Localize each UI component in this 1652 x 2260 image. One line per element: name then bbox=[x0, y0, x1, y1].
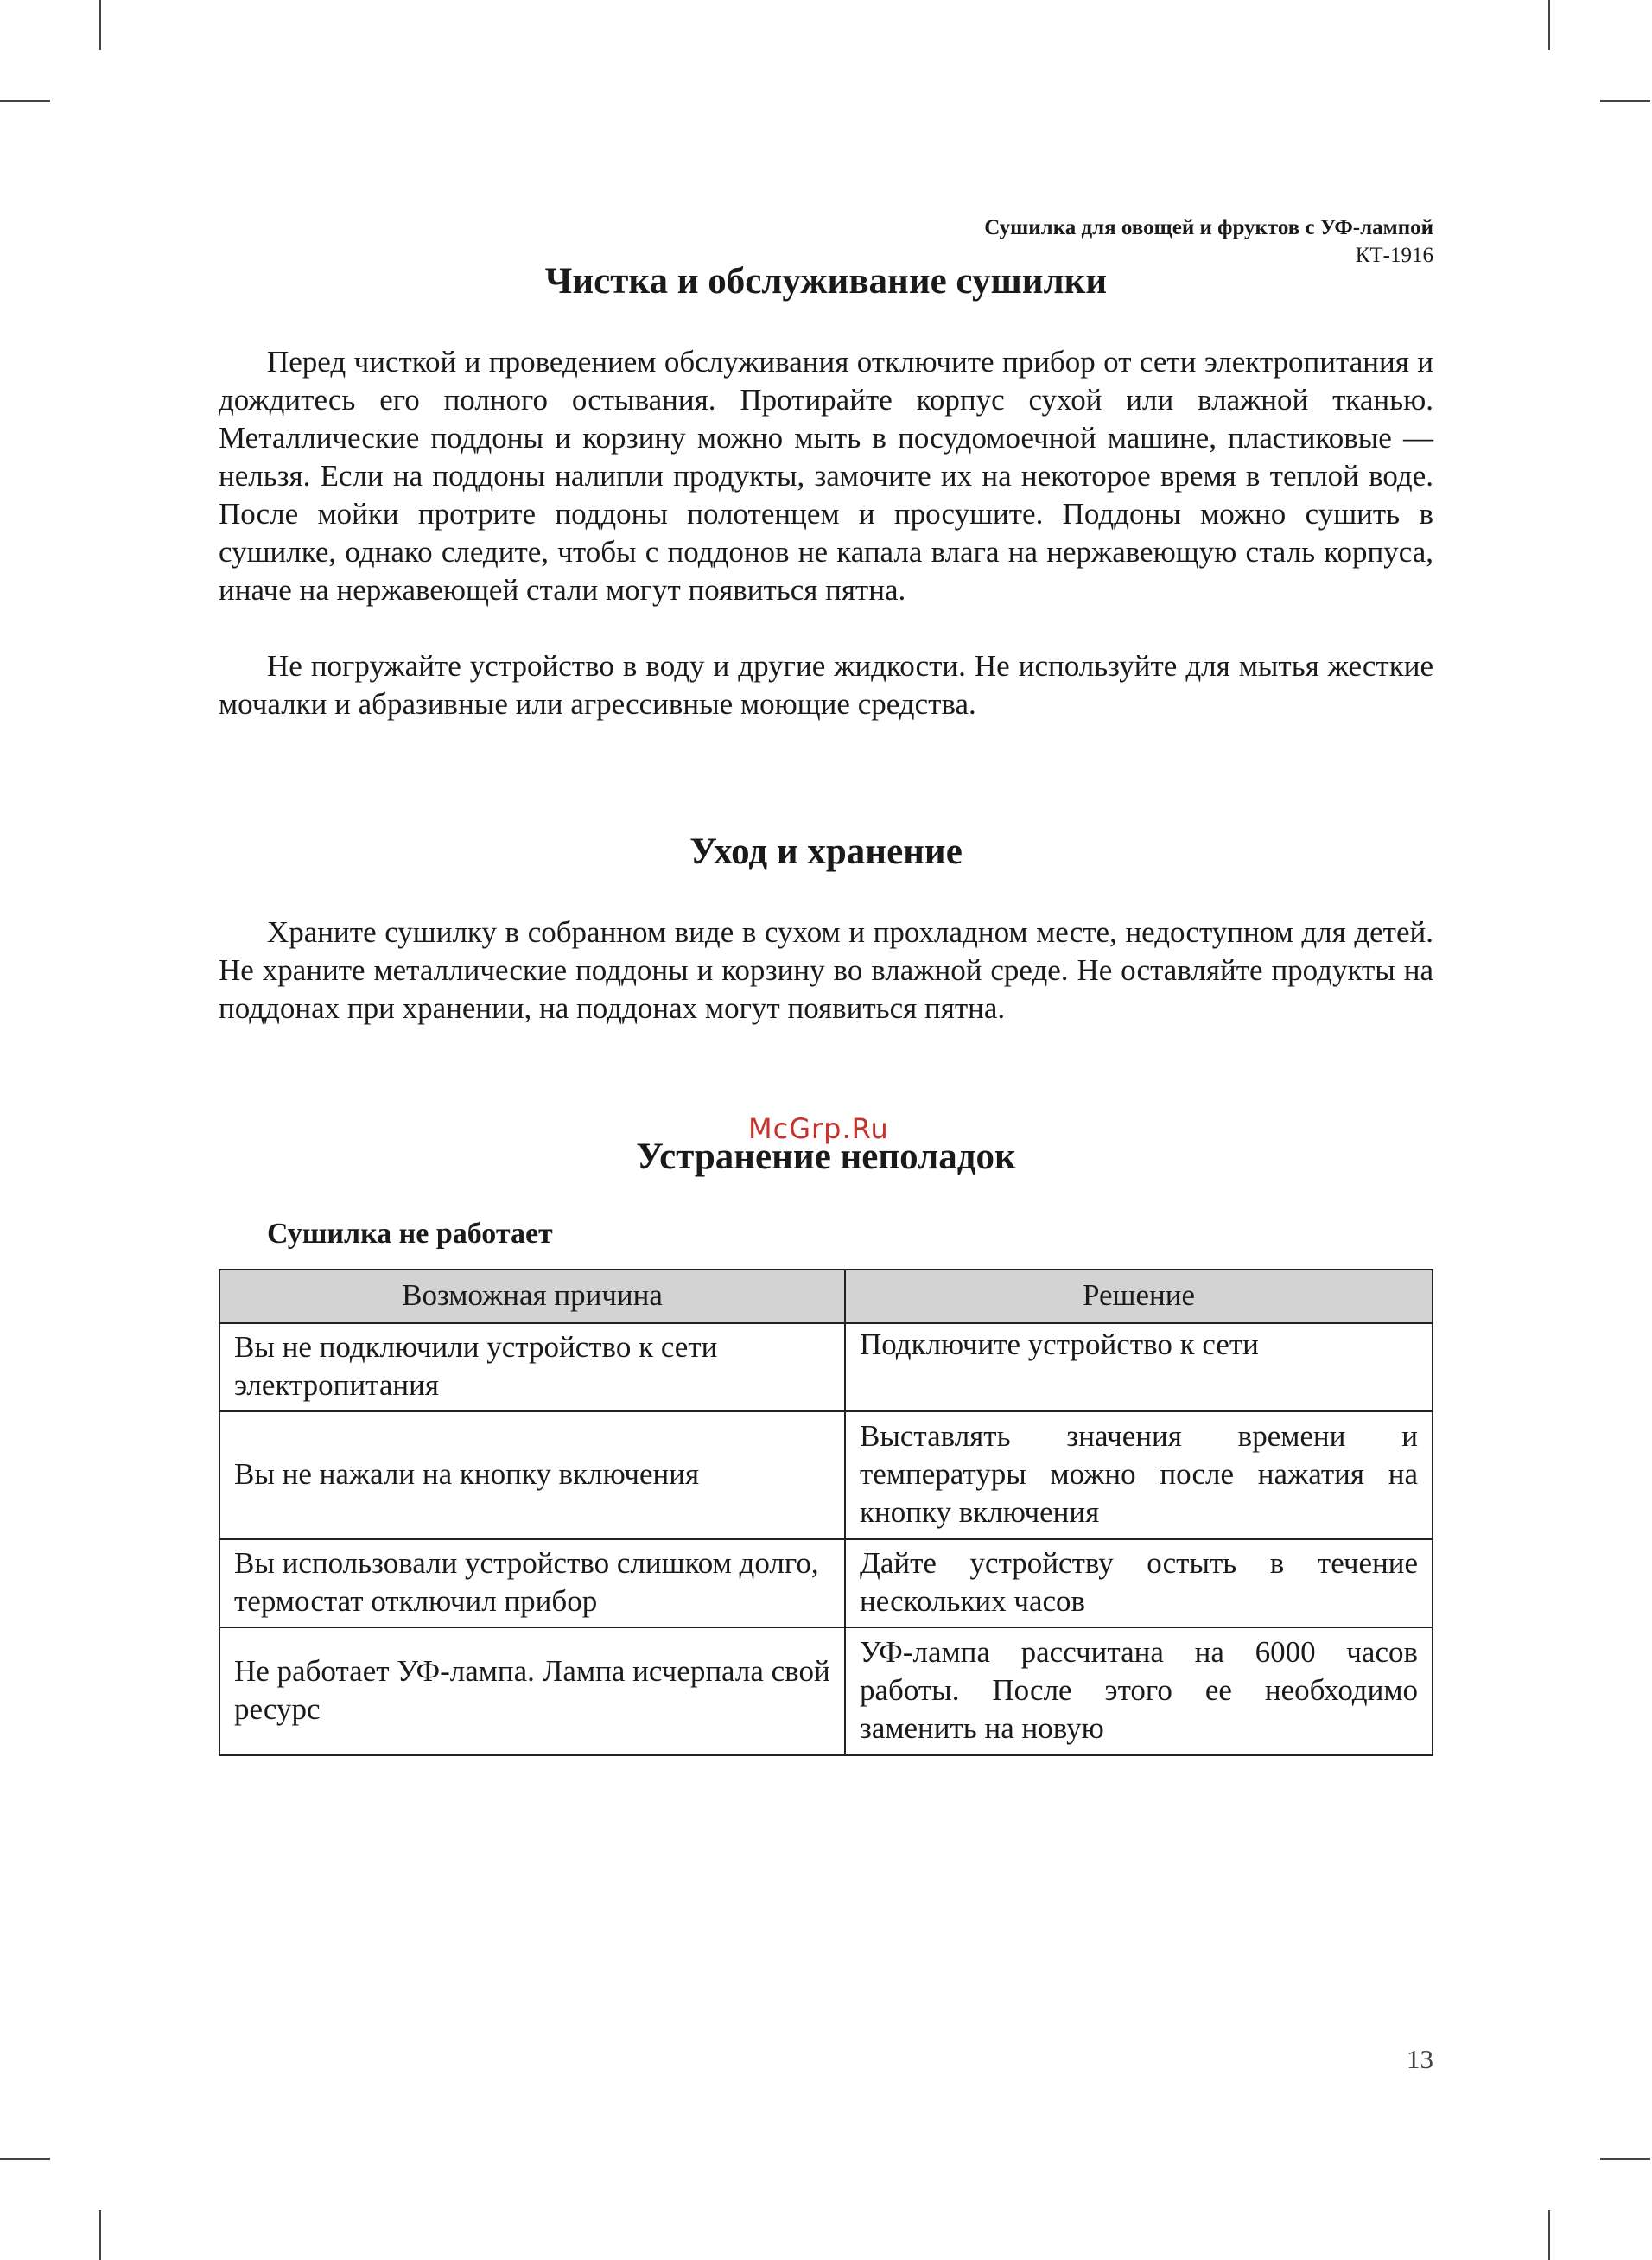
crop-mark-top-left bbox=[99, 0, 101, 50]
crop-mark-top-right bbox=[1548, 0, 1550, 50]
paragraph-storage: Храните сушилку в собранном виде в сухом и прохладном месте, недоступном для детей. Не храните металлические поддоны и корзину во влажной среде. Не оставляйте продукты на поддонах при хранении, на поддонах могут появиться пятна. bbox=[219, 915, 1433, 1025]
solution-cell: УФ-лампа рассчитана на 6000 часов работы. После этого ее необходимо заменить на новую bbox=[845, 1627, 1433, 1755]
table-header-row bbox=[219, 1270, 1433, 1323]
table-row bbox=[219, 1411, 1433, 1539]
crop-mark-right-bottom bbox=[1600, 2158, 1650, 2160]
header-product: Сушилка для овощей и фруктов с УФ-лампой bbox=[984, 216, 1433, 239]
paragraph-cleaning-2: Не погружайте устройство в воду и другие жидкости. Не используйте для мытья жесткие мочалки и абразивные или агрессивные моющие средства. bbox=[219, 649, 1433, 721]
solution-cell: Выставлять значения времени и температуры можно после нажатия на кнопку включения bbox=[845, 1411, 1433, 1539]
section-title-troubleshooting: Устранение неполадок bbox=[636, 1136, 1016, 1177]
crop-mark-right-top bbox=[1600, 100, 1650, 102]
table-row bbox=[219, 1539, 1433, 1627]
crop-mark-bottom-right bbox=[1548, 2210, 1550, 2260]
table-row bbox=[219, 1323, 1433, 1411]
section-title-cleaning: Чистка и обслуживание сушилки bbox=[544, 261, 1108, 302]
page-number: 13 bbox=[1407, 2044, 1433, 2074]
header-solution: Решение bbox=[845, 1270, 1433, 1323]
cause-cell: Вы не подключили устройство к сети электропитания bbox=[219, 1323, 845, 1411]
table-row bbox=[219, 1627, 1433, 1755]
cause-cell: Вы использовали устройство слишком долго, термостат отключил прибор bbox=[219, 1539, 845, 1627]
solution-cell: Дайте устройству остыть в течение нескольких часов bbox=[845, 1539, 1433, 1627]
cause-cell: Вы не нажали на кнопку включения bbox=[219, 1411, 845, 1539]
crop-mark-left-top bbox=[0, 100, 50, 102]
troubleshooting-table bbox=[219, 1269, 1433, 1756]
crop-mark-bottom-left bbox=[99, 2210, 101, 2260]
problem-subtitle: Сушилка не работает bbox=[267, 1218, 553, 1250]
cause-cell: Не работает УФ-лампа. Лампа исчерпала свой ресурс bbox=[219, 1627, 845, 1755]
watermark: McGrp.Ru bbox=[748, 1112, 889, 1145]
header-cause: Возможная причина bbox=[219, 1270, 845, 1323]
header-model: КТ-1916 bbox=[1355, 244, 1433, 267]
crop-mark-left-bottom bbox=[0, 2158, 50, 2160]
section-title-storage: Уход и хранение bbox=[689, 831, 963, 872]
paragraph-cleaning-1: Перед чисткой и проведением обслуживания отключите прибор от сети электропитания и дождитесь его полного остывания. Протирайте корпус сухой или влажной тканью. Металлические поддоны и корзину можно мыть в посудомоечной машине, пластиковые — нельзя. Если на поддоны налипли продукты, замочите их на некоторое время в теплой воде. После мойки протрите поддоны полотенцем и просушите. Поддоны можно сушить в сушилке, однако следите, чтобы с поддонов не капала влага на нержавеющую сталь корпуса, иначе на нержавеющей стали могут появиться пятна. bbox=[219, 345, 1433, 607]
solution-cell: Подключите устройство к сети bbox=[845, 1323, 1433, 1411]
